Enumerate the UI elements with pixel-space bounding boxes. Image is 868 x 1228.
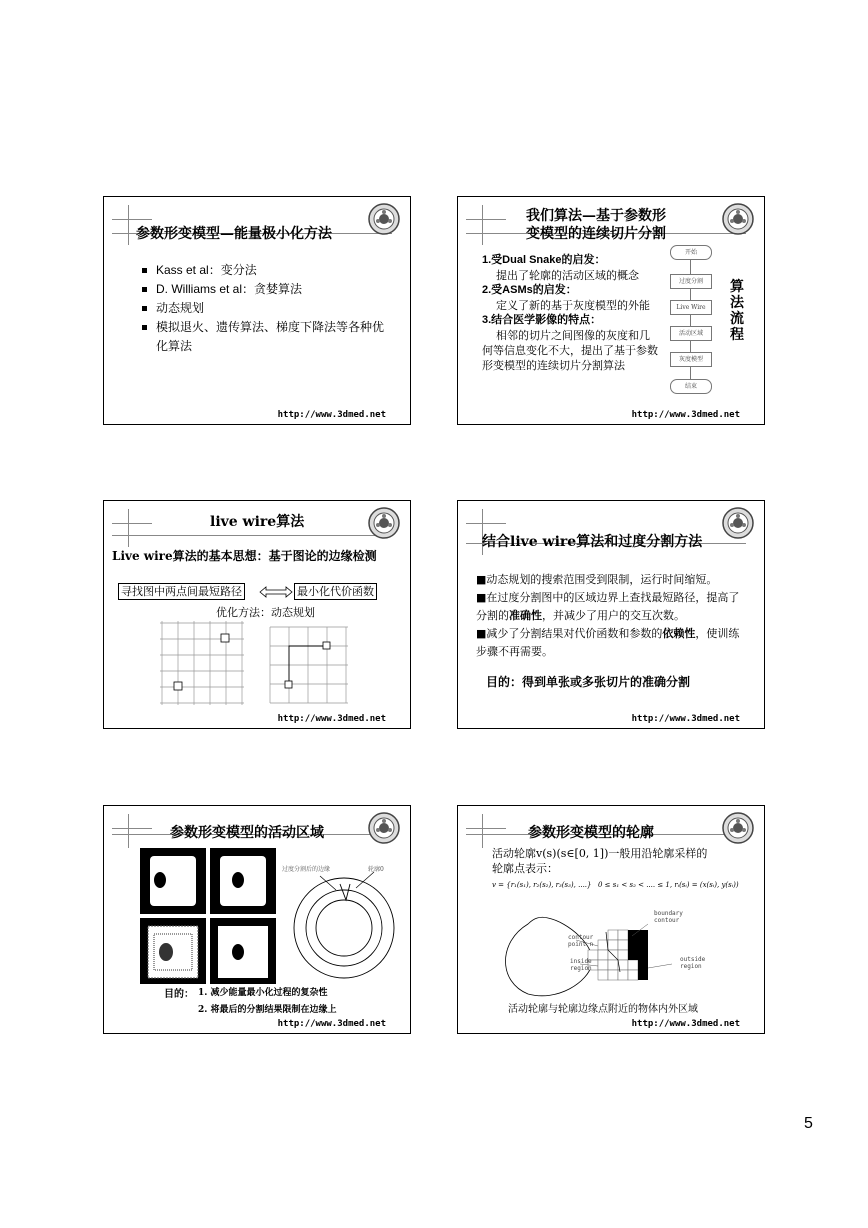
decor-line bbox=[112, 219, 152, 220]
decor-line bbox=[112, 828, 152, 829]
university-logo-icon bbox=[722, 812, 754, 844]
label-contour-point: contour point n bbox=[568, 934, 594, 948]
list-item: Kass et al：变分法 bbox=[142, 261, 392, 280]
flow-start: 开始 bbox=[670, 245, 712, 260]
list-item: D. Williams et al：贪婪算法 bbox=[142, 280, 392, 299]
footer-url: http://www.3dmed.net bbox=[277, 1019, 386, 1029]
flow-step: 灰度模型 bbox=[670, 352, 712, 367]
p2-head: 2.受ASMs的启发： bbox=[482, 284, 577, 296]
slide-6 bbox=[457, 805, 765, 1034]
ct-slice-images bbox=[140, 848, 278, 986]
list-item: 动态规划 bbox=[142, 299, 392, 318]
slide-title: 参数形变模型的轮廓 bbox=[528, 825, 654, 841]
label-outside: outside region bbox=[680, 956, 706, 970]
decor-line bbox=[482, 205, 483, 245]
decor-line bbox=[482, 814, 483, 848]
slide-title: 参数形变模型—能量极小化方法 bbox=[136, 226, 332, 242]
weighted-grid-figure bbox=[158, 619, 248, 709]
university-logo-icon bbox=[722, 203, 754, 235]
goal-2: 2. 将最后的分割结果限制在边缘上 bbox=[198, 1005, 337, 1015]
active-region-diagram bbox=[284, 858, 404, 982]
slide-1 bbox=[103, 196, 411, 425]
flow-step: 过度分割 bbox=[670, 274, 712, 289]
p1-body: 提出了轮廓的活动区域的概念 bbox=[496, 269, 639, 282]
desc-line1: 活动轮廓v(s)(s∈[0, 1])一般用沿轮廓采样的 bbox=[492, 847, 708, 860]
footer-url: http://www.3dmed.net bbox=[277, 714, 386, 724]
list-item: 模拟退火、遗传算法、梯度下降法等各种优化算法 bbox=[142, 318, 392, 356]
bullet-list bbox=[142, 261, 392, 356]
university-logo-icon bbox=[368, 203, 400, 235]
footer-url: http://www.3dmed.net bbox=[631, 410, 740, 420]
double-arrow-icon bbox=[258, 585, 294, 599]
fig-label-edge: 过度分割后的边缘 bbox=[282, 866, 331, 873]
list-item: ■减少了分割结果对代价函数和参数的依赖性，使训练步骤不再需要。 bbox=[476, 627, 740, 658]
decor-line bbox=[112, 523, 152, 524]
desc-line2: 轮廓点表示： bbox=[492, 862, 558, 875]
goal-label: 目的： bbox=[164, 989, 194, 1000]
label-boundary: boundary contour bbox=[654, 910, 683, 924]
p3-body: 相邻的切片之间图像的灰度和几何等信息变化不大，提出了基于参数形变模型的连续切片分割算法 bbox=[482, 329, 658, 372]
fig-label-contour: 轮廓0 bbox=[368, 866, 384, 873]
label-inside: inside region bbox=[570, 958, 592, 972]
university-logo-icon bbox=[368, 507, 400, 539]
decor-line bbox=[466, 828, 506, 829]
university-logo-icon bbox=[722, 507, 754, 539]
slide-title-line1: 我们算法—基于参数形 bbox=[526, 208, 666, 224]
slide-5 bbox=[103, 805, 411, 1034]
p2-body: 定义了新的基于灰度模型的外能 bbox=[496, 299, 650, 312]
list-item: ■在过度分割图中的区域边界上查找最短路径，提高了分割的准确性，并减少了用户的交互次数。 bbox=[476, 591, 740, 622]
footer-url: http://www.3dmed.net bbox=[277, 410, 386, 420]
slide-4 bbox=[457, 500, 765, 729]
footer-url: http://www.3dmed.net bbox=[631, 1019, 740, 1029]
footer-url: http://www.3dmed.net bbox=[631, 714, 740, 724]
goal-1: 1. 减少能量最小化过程的复杂性 bbox=[198, 988, 328, 998]
decor-line bbox=[128, 205, 129, 245]
figure-caption: 活动轮廓与轮廓边缘点附近的物体内外区域 bbox=[508, 1004, 698, 1015]
slide-title: 参数形变模型的活动区域 bbox=[170, 825, 324, 841]
p3-head: 3.结合医学影像的特点： bbox=[482, 314, 602, 326]
box-shortest-path: 寻找图中两点间最短路径 bbox=[118, 583, 245, 600]
slide-title-line2: 变模型的连续切片分割 bbox=[526, 226, 666, 242]
description bbox=[492, 846, 752, 876]
bullet-block bbox=[476, 571, 748, 661]
decor-line bbox=[466, 523, 506, 524]
path-grid-figure bbox=[268, 625, 350, 707]
slide-2 bbox=[457, 196, 765, 425]
list-item: ■动态规划的搜索范围受到限制，运行时间缩短。 bbox=[476, 573, 718, 586]
decor-line bbox=[128, 814, 129, 848]
formula-left: v = {r₁(s₁), r₂(s₂), r₃(s₃), ....} bbox=[492, 881, 592, 889]
decor-line bbox=[128, 509, 129, 547]
university-logo-icon bbox=[368, 812, 400, 844]
contour-diagram bbox=[488, 902, 748, 1002]
formula-right: 0 ≤ s₁ < s₂ < .... ≤ 1, rᵢ(sᵢ) = (x(sᵢ), y(sᵢ)) bbox=[598, 881, 739, 889]
flow-label: 算法流程 bbox=[730, 279, 744, 343]
paragraph-1 bbox=[482, 253, 658, 373]
slide-subtitle: Live wire算法的基本思想：基于图论的边缘检测 bbox=[112, 549, 377, 563]
flow-end: 结束 bbox=[670, 379, 712, 394]
method-label: 优化方法：动态规划 bbox=[216, 606, 315, 619]
page-number: 5 bbox=[804, 1115, 813, 1132]
box-min-cost: 最小化代价函数 bbox=[294, 583, 377, 600]
flow-step: Live Wire bbox=[670, 300, 712, 315]
decor-line bbox=[466, 219, 506, 220]
slide-title: 结合live wire算法和过度分割方法 bbox=[482, 534, 703, 550]
slide-3 bbox=[103, 500, 411, 729]
p1-head: 1.受Dual Snake的启发： bbox=[482, 254, 606, 266]
slide-title: live wire算法 bbox=[210, 514, 305, 530]
decor-line bbox=[112, 535, 392, 536]
goal-text: 目的：得到单张或多张切片的准确分割 bbox=[486, 675, 691, 689]
flow-step: 活动区域 bbox=[670, 326, 712, 341]
